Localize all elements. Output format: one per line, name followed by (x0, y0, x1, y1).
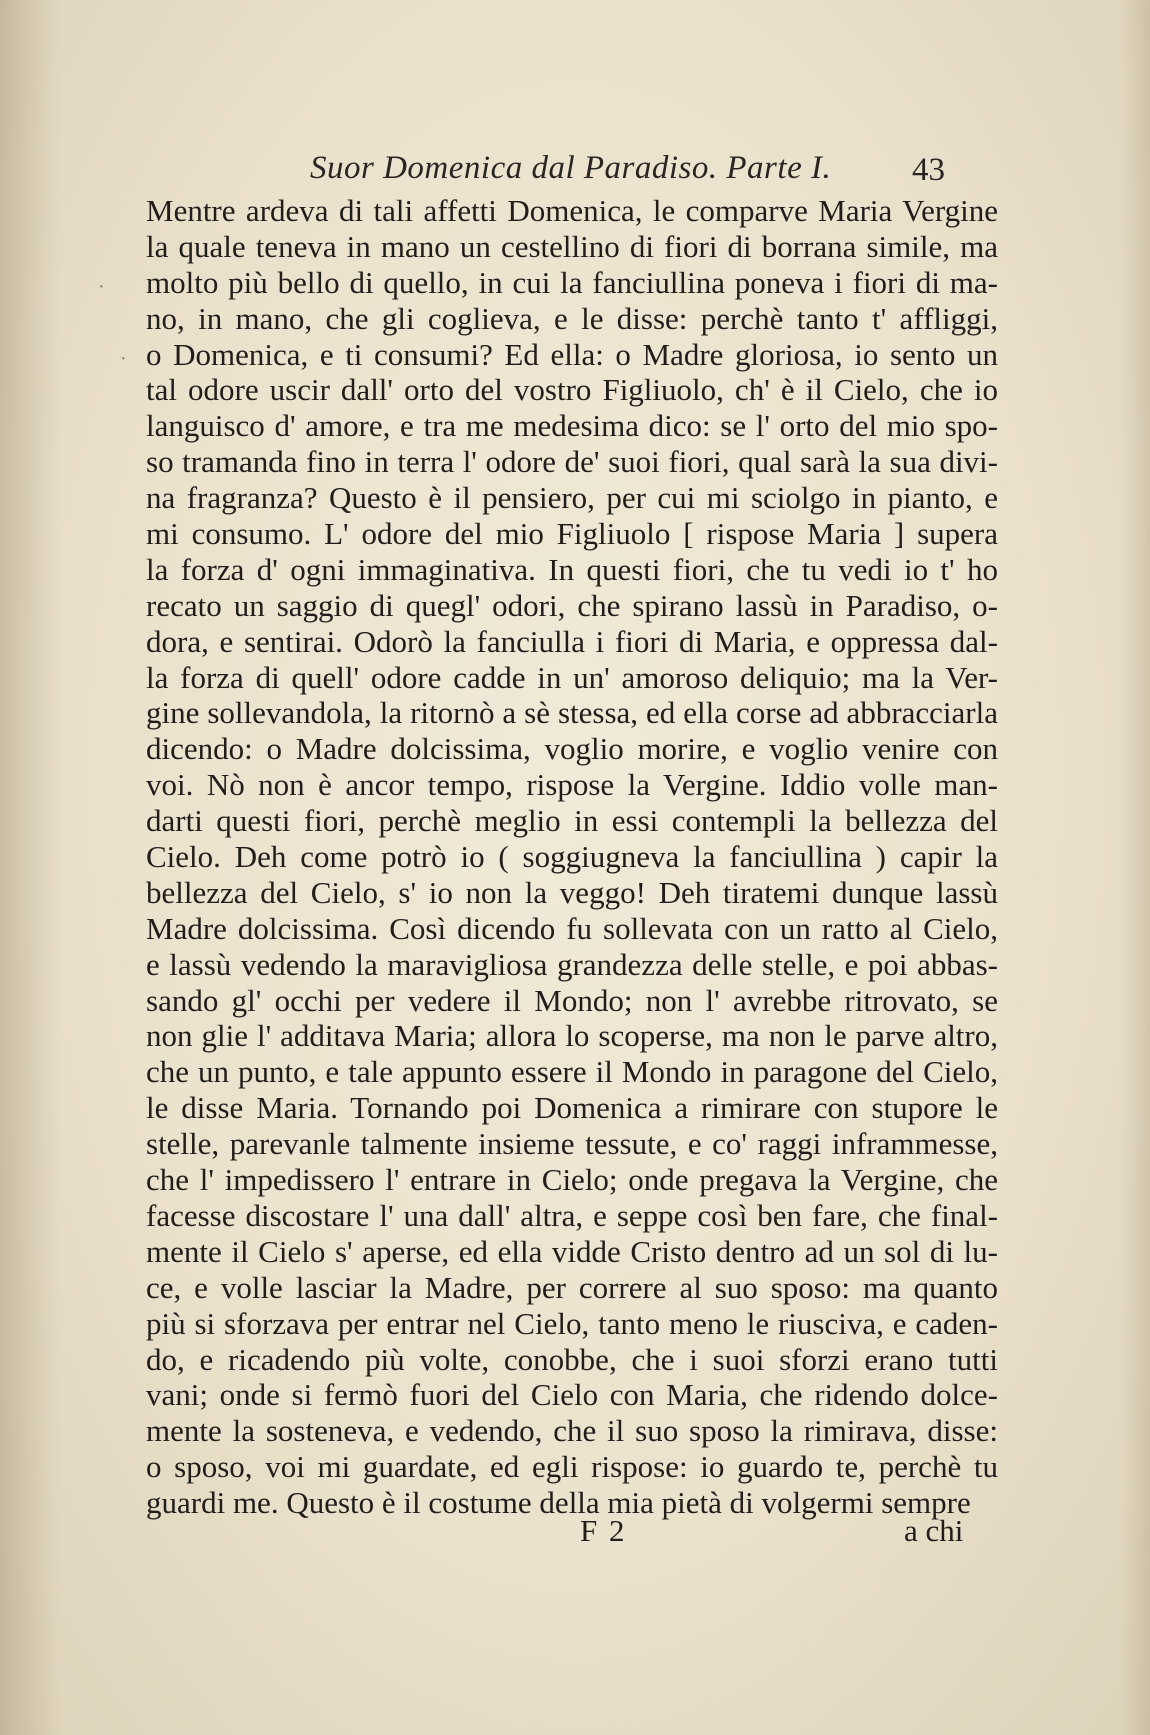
text-line: la forza di quell' odore cadde in un' amoroso deliquio; ma la Ver- (146, 659, 998, 695)
text-line: darti questi fiori, perchè meglio in essi contempli la bellezza del (146, 803, 998, 839)
text-line: na fragranza? Questo è il pensiero, per cui mi sciolgo in pianto, e (146, 480, 998, 516)
page-number: 43 (912, 152, 945, 188)
text-line: non glie l' additava Maria; allora lo scoperse, ma non le parve altro, (146, 1018, 998, 1054)
text-line: ce, e volle lasciar la Madre, per correre al suo sposo: ma quanto (146, 1269, 998, 1305)
page-edge-shadow-right (1120, 0, 1150, 1735)
text-line: la quale teneva in mano un cestellino di fiori di borrana simile, ma (146, 228, 998, 264)
text-line: o sposo, voi mi guardate, ed egli rispose: io guardo te, perchè tu (146, 1449, 998, 1485)
text-line: mi consumo. L' odore del mio Figliuolo [ rispose Maria ] supera (146, 516, 998, 552)
margin-dot-mark: · (98, 276, 105, 298)
signature-mark: F 2 (580, 1513, 627, 1548)
text-line: che l' impedissero l' entrare in Cielo; onde pregava la Vergine, che (146, 1162, 998, 1198)
text-line: mente il Cielo s' aperse, ed ella vidde Cristo dentro ad un sol di lu- (146, 1233, 998, 1269)
text-line: più si sforzava per entrar nel Cielo, tanto meno le riusciva, e caden- (146, 1305, 998, 1341)
text-line: e lassù vedendo la maravigliosa grandezza delle stelle, e poi abbas- (146, 946, 998, 982)
text-line: Madre dolcissima. Così dicendo fu sollevata con un ratto al Cielo, (146, 910, 998, 946)
text-line: sando gl' occhi per vedere il Mondo; non l' avrebbe ritrovato, se (146, 982, 998, 1018)
page-edge-shadow-left (0, 0, 60, 1735)
text-line: le disse Maria. Tornando poi Domenica a rimirare con stupore le (146, 1090, 998, 1126)
text-line: vani; onde si fermò fuori del Cielo con Maria, che ridendo dolce- (146, 1377, 998, 1413)
text-line: facesse discostare l' una dall' altra, e seppe così ben fare, che final- (146, 1197, 998, 1233)
text-line: so tramanda fino in terra l' odore de' suoi fiori, qual sarà la sua divi- (146, 444, 998, 480)
text-line: recato un saggio di quegl' odori, che spirano lassù in Paradiso, o- (146, 587, 998, 623)
text-line: Mentre ardeva di tali affetti Domenica, le comparve Maria Vergine (146, 193, 998, 228)
text-line: dora, e sentirai. Odorò la fanciulla i fiori di Maria, e oppressa dal- (146, 623, 998, 659)
text-line: do, e ricadendo più volte, conobbe, che i suoi sforzi erano tutti (146, 1341, 998, 1377)
text-line: bellezza del Cielo, s' io non la veggo! Deh tiratemi dunque lassù (146, 874, 998, 910)
text-line: la forza d' ogni immaginativa. In questi fiori, che tu vedi io t' ho (146, 551, 998, 587)
text-line: mente la sosteneva, e vedendo, che il suo sposo la rimirava, disse: (146, 1413, 998, 1449)
text-line: dicendo: o Madre dolcissima, voglio morire, e voglio venire con (146, 731, 998, 767)
text-line: no, in mano, che gli coglieva, e le disse: perchè tanto t' affliggi, (146, 300, 998, 336)
text-line: tal odore uscir dall' orto del vostro Figliuolo, ch' è il Cielo, che io (146, 372, 998, 408)
text-line: Cielo. Deh come potrò io ( soggiugneva la fanciullina ) capir la (146, 839, 998, 875)
running-head: Suor Domenica dal Paradiso. Parte I. (310, 150, 832, 186)
text-line: stelle, parevanle talmente insieme tessute, e co' raggi inframmesse, (146, 1126, 998, 1162)
text-line: languisco d' amore, e tra me medesima dico: se l' orto del mio spo- (146, 408, 998, 444)
margin-dot-mark: · (120, 348, 127, 370)
text-line: voi. Nò non è ancor tempo, rispose la Vergine. Iddio volle man- (146, 767, 998, 803)
body-text (146, 193, 998, 1521)
text-line: gine sollevandola, la ritornò a sè stessa, ed ella corse ad abbracciarla (146, 695, 998, 731)
text-line: molto più bello di quello, in cui la fanciullina poneva i fiori di ma- (146, 264, 998, 300)
text-line: che un punto, e tale appunto essere il Mondo in paragone del Cielo, (146, 1054, 998, 1090)
text-line: guardi me. Questo è il costume della mia pietà di volgermi sempre (146, 1485, 971, 1521)
text-line: o Domenica, e ti consumi? Ed ella: o Madre gloriosa, io sento un (146, 336, 998, 372)
catchword: a chi (904, 1513, 964, 1548)
